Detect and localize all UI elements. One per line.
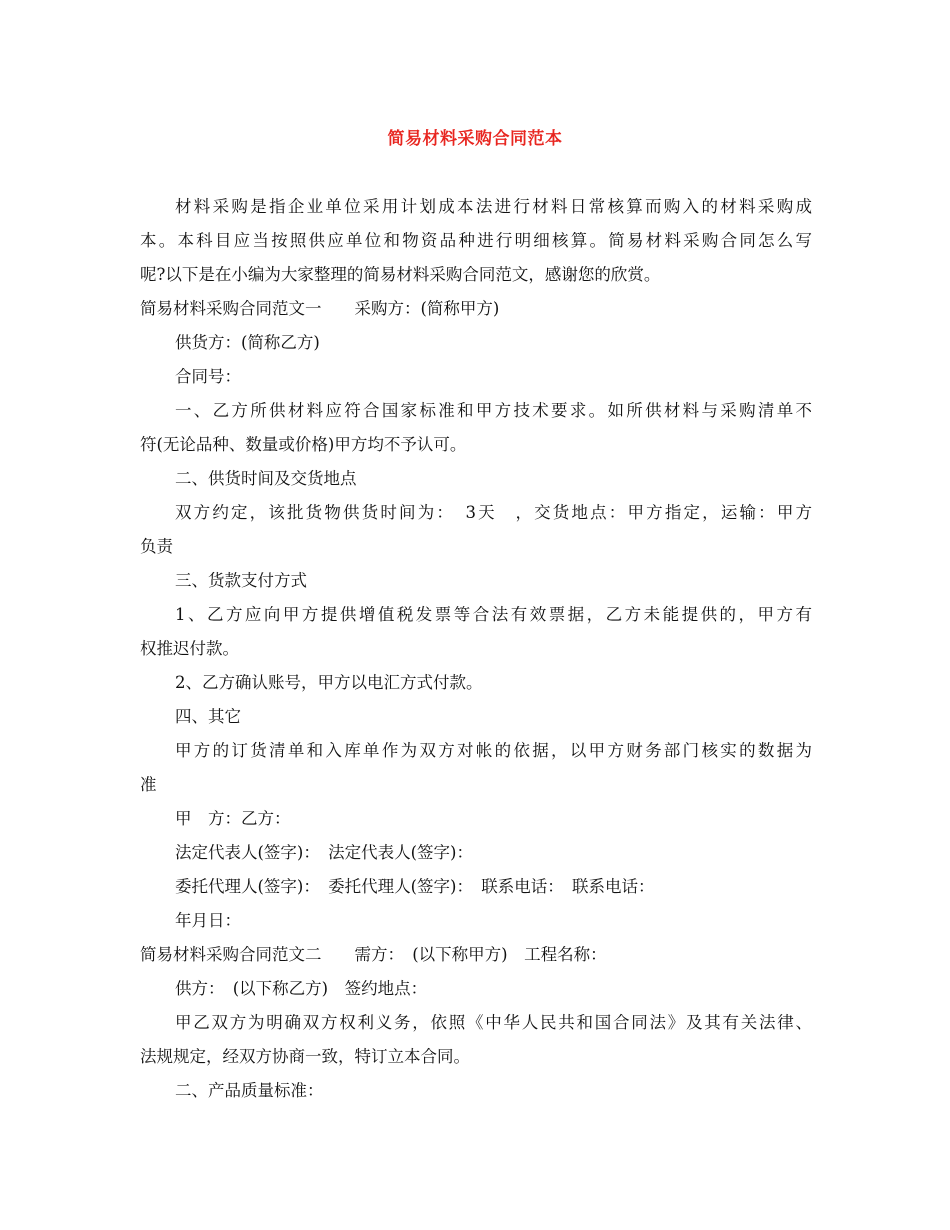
section-heading-line: 简易材料采购合同范文一 采购方：(简称甲方) bbox=[140, 299, 500, 318]
paragraph-line: 呢?以下是在小编为大家整理的简易材料采购合同范文，感谢您的欣赏。 bbox=[140, 265, 661, 284]
signature-line: 委托代理人(签字)： 委托代理人(签字)： 联系电话： 联系电话： bbox=[175, 877, 655, 896]
paragraph-line: 甲乙双方为明确双方权利义务，依照《中华人民共和国合同法》及其有关法律、 bbox=[175, 1013, 812, 1032]
paragraph-line: 材料采购是指企业单位采用计划成本法进行材料日常核算而购入的材料采购成 bbox=[175, 197, 812, 216]
paragraph-line: 供方： (以下称乙方) 签约地点： bbox=[175, 979, 428, 998]
paragraph-line: 负责 bbox=[140, 537, 173, 556]
document-body bbox=[140, 190, 812, 1108]
paragraph-line: 二、供货时间及交货地点 bbox=[175, 469, 357, 488]
paragraph-line: 三、货款支付方式 bbox=[175, 571, 307, 590]
paragraph-line: 本。本科目应当按照供应单位和物资品种进行明细核算。简易材料采购合同怎么写 bbox=[140, 231, 812, 250]
paragraph-line: 准 bbox=[140, 775, 157, 794]
paragraph-line: 法规规定，经双方协商一致，特订立本合同。 bbox=[140, 1047, 470, 1066]
paragraph-line: 二、产品质量标准： bbox=[175, 1081, 324, 1100]
paragraph-line: 供货方：(简称乙方) bbox=[175, 333, 320, 352]
section-heading-line: 简易材料采购合同范文二 需方： (以下称甲方) 工程名称： bbox=[140, 945, 607, 964]
document-title: 简易材料采购合同范本 bbox=[387, 129, 563, 149]
paragraph-line: 2、乙方确认账号，甲方以电汇方式付款。 bbox=[175, 673, 483, 692]
paragraph-line: 权推迟付款。 bbox=[140, 639, 239, 658]
paragraph-line: 合同号： bbox=[175, 367, 241, 386]
signature-line: 甲 方：乙方： bbox=[175, 809, 291, 828]
paragraph-line: 双方约定，该批货物供货时间为： 3天 ，交货地点：甲方指定，运输：甲方 bbox=[175, 503, 812, 522]
paragraph-line: 符(无论品种、数量或价格)甲方均不予认可。 bbox=[140, 435, 467, 454]
paragraph-line: 四、其它 bbox=[175, 707, 241, 726]
paragraph-line: 一、乙方所供材料应符合国家标准和甲方技术要求。如所供材料与采购清单不 bbox=[175, 401, 812, 420]
date-line: 年月日： bbox=[175, 911, 241, 930]
paragraph-line: 甲方的订货清单和入库单作为双方对帐的依据，以甲方财务部门核实的数据为 bbox=[175, 741, 812, 760]
paragraph-line: 1、乙方应向甲方提供增值税发票等合法有效票据，乙方未能提供的，甲方有 bbox=[175, 605, 812, 624]
signature-line: 法定代表人(签字)： 法定代表人(签字)： bbox=[175, 843, 473, 862]
